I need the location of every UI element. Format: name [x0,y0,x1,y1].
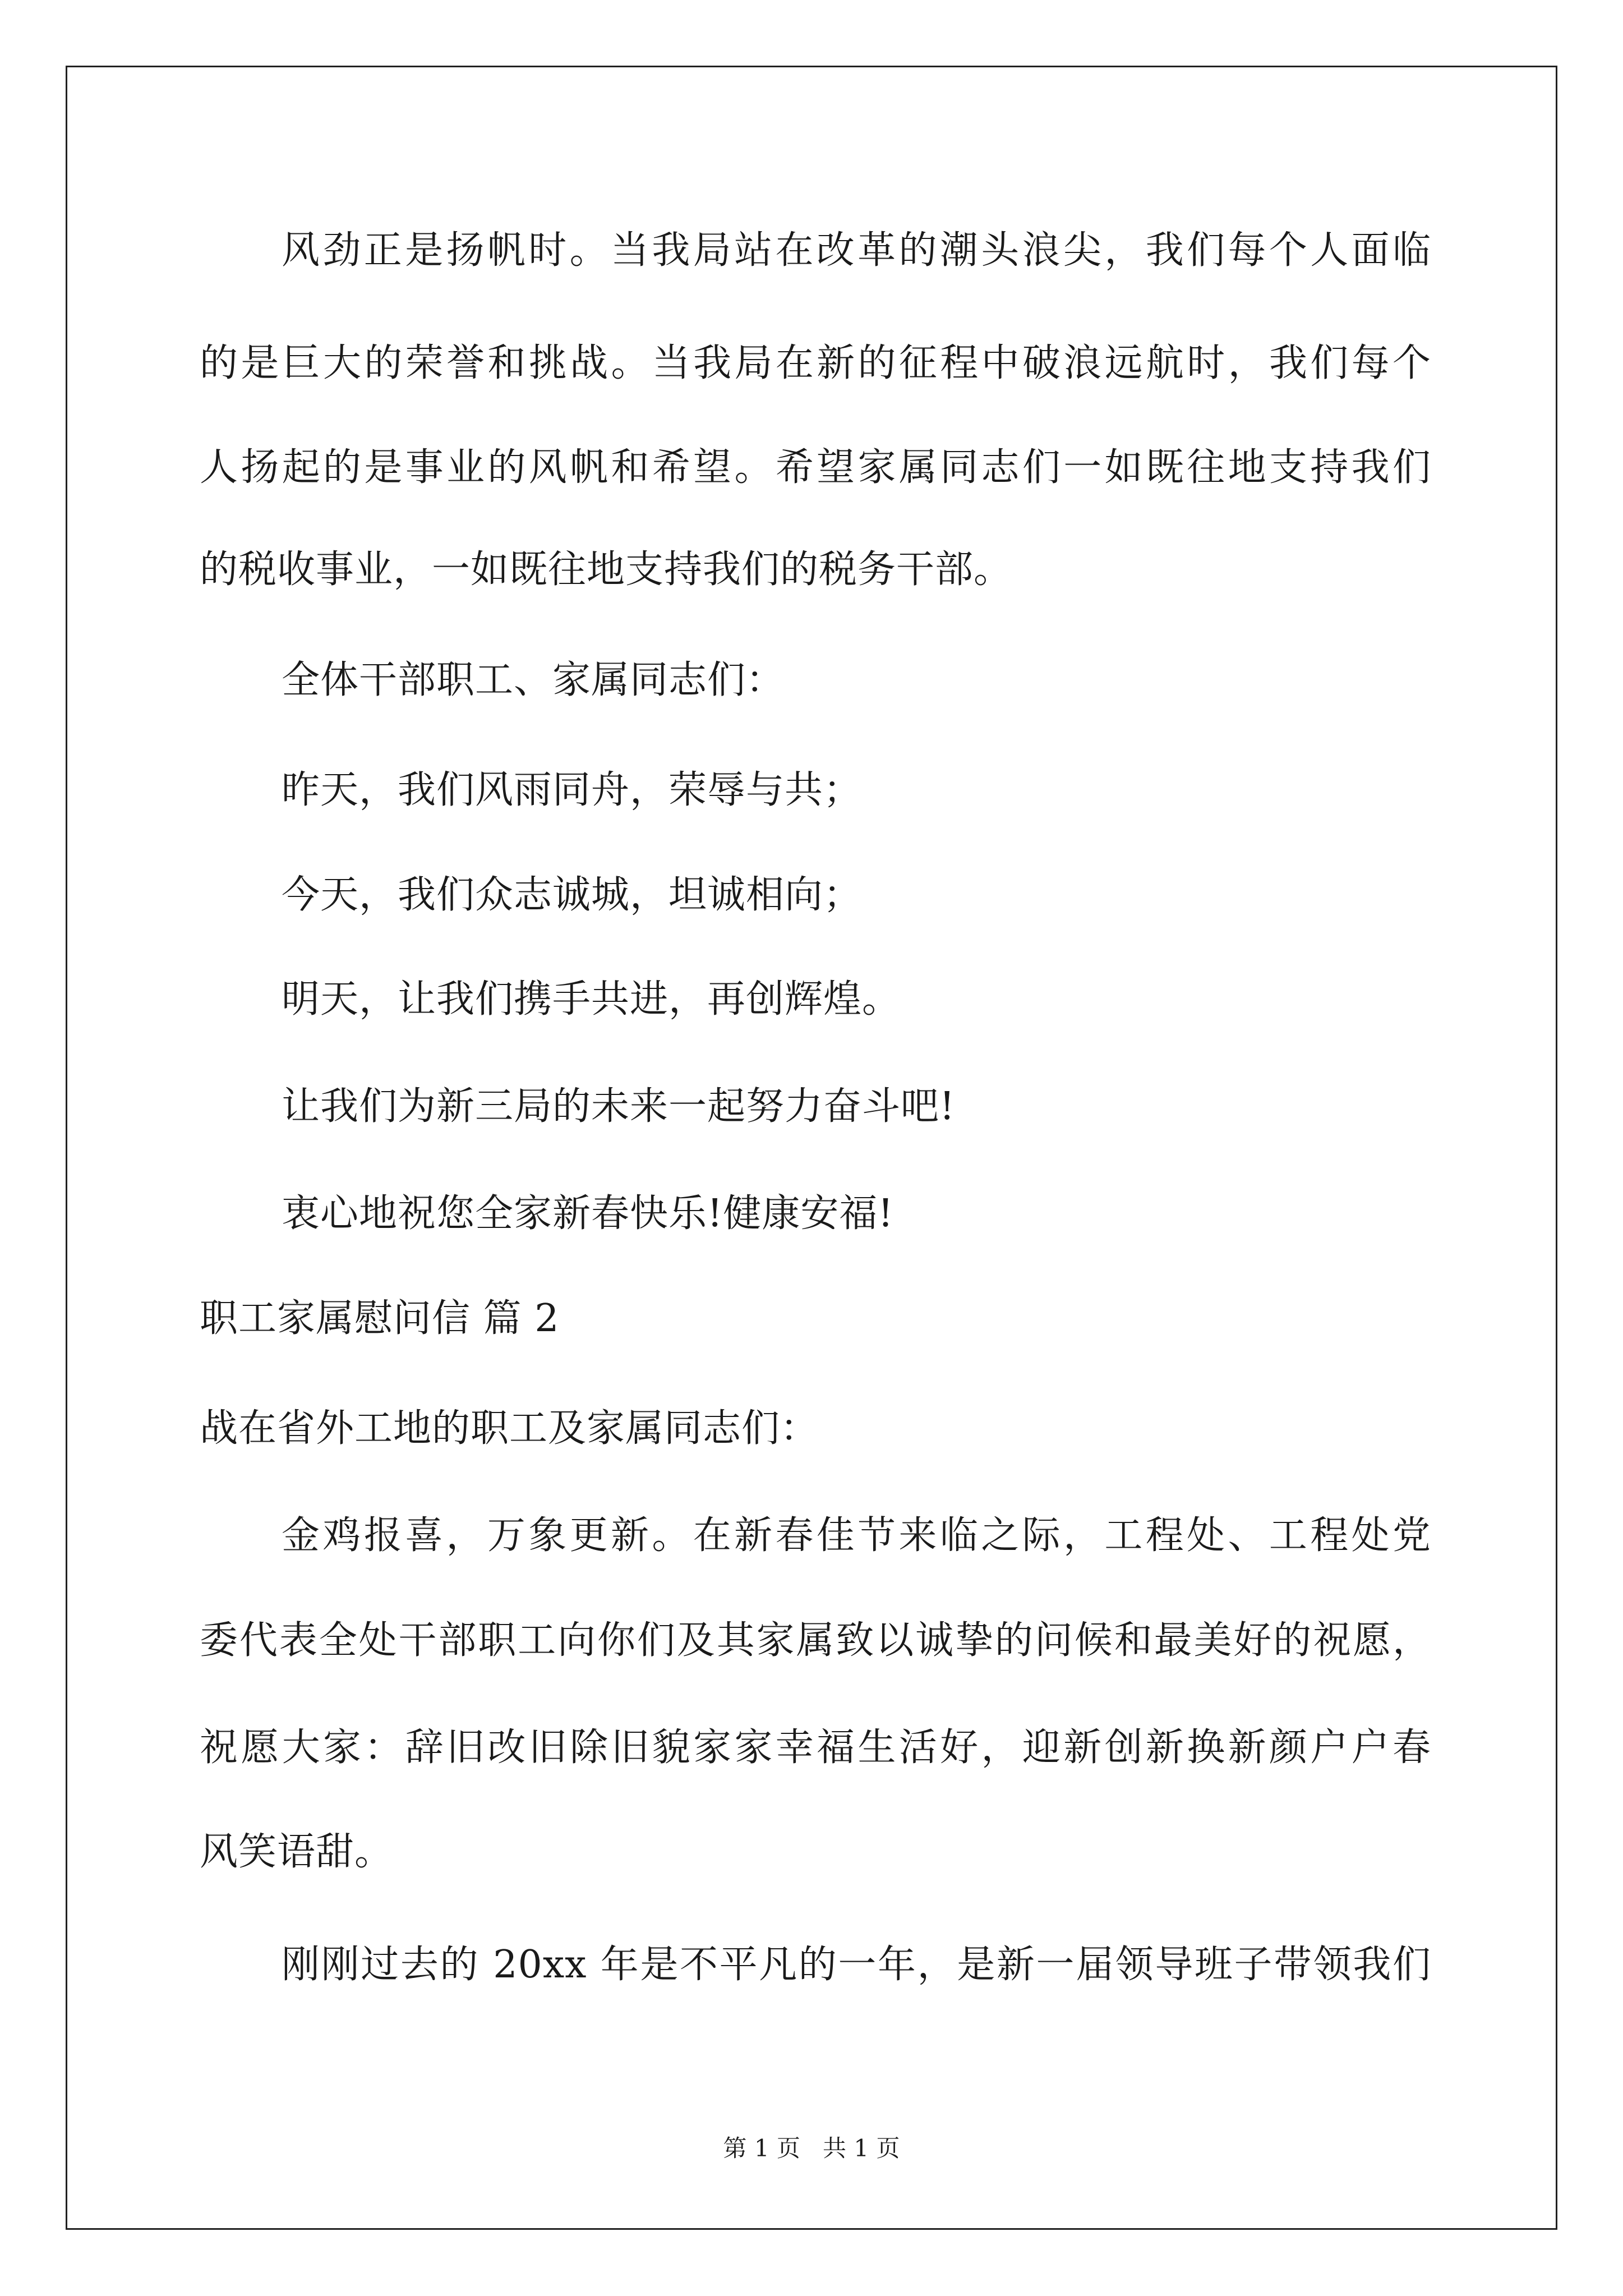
paragraph-line: 金鸡报喜，万象更新。在新春佳节来临之际，工程处、工程处党 [282,1513,1431,1558]
paragraph-line: 昨天，我们风雨同舟，荣辱与共； [282,768,863,812]
salutation-line: 战在省外工地的职工及家属同志们： [200,1406,819,1451]
paragraph-line: 全体干部职工、家属同志们： [282,658,785,702]
paragraph-line: 风劲正是扬帆时。当我局站在改革的潮头浪尖，我们每个人面临 [282,228,1431,273]
paragraph-line: 明天，让我们携手共进，再创辉煌。 [282,977,901,1022]
paragraph-line: 人扬起的是事业的风帆和希望。希望家属同志们一如既往地支持我们 [200,445,1431,490]
paragraph-line: 委代表全处干部职工向你们及其家属致以诚挚的问候和最美好的祝愿， [200,1618,1431,1663]
paragraph-line: 让我们为新三局的未来一起努力奋斗吧! [282,1084,956,1129]
page-border [66,66,1557,2230]
page-footer: 第 1 页 共 1 页 [723,2134,900,2162]
paragraph-line: 衷心地祝您全家新春快乐!健康安福! [282,1191,894,1236]
section-heading: 职工家属慰问信 篇 2 [200,1296,560,1341]
paragraph-line: 祝愿大家：辞旧改旧除旧貌家家幸福生活好，迎新创新换新颜户户春 [200,1726,1431,1770]
paragraph-line: 的税收事业，一如既往地支持我们的税务干部。 [200,547,1013,592]
paragraph-line: 刚刚过去的 20xx 年是不平凡的一年，是新一届领导班子带领我们 [282,1943,1431,1987]
paragraph-line: 风笑语甜。 [200,1830,394,1874]
paragraph-line: 的是巨大的荣誉和挑战。当我局在新的征程中破浪远航时，我们每个 [200,341,1431,385]
paragraph-line: 今天，我们众志诚城，坦诚相向； [282,873,863,917]
